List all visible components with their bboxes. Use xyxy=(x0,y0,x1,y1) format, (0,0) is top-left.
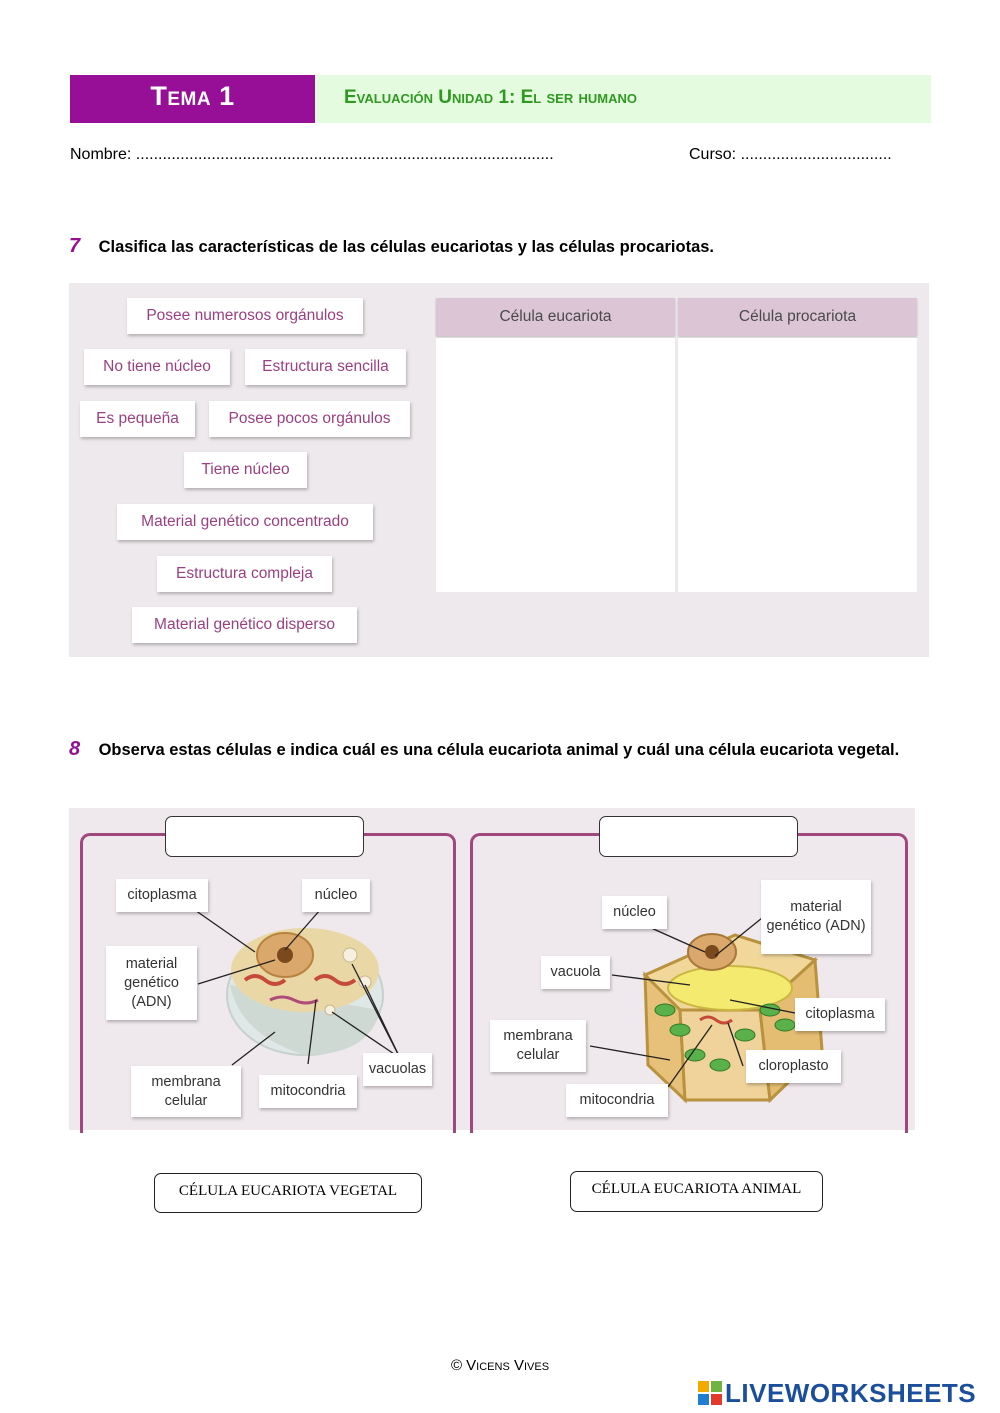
option-animal[interactable]: CÉLULA EUCARIOTA ANIMAL xyxy=(570,1171,823,1212)
question-text: Observa estas células e indica cuál es una célula eucariota animal y cuál una célula eucariota vegetal. xyxy=(98,741,900,759)
brand-text: LIVEWORKSHEETS xyxy=(725,1378,977,1408)
label-mitocondria: mitocondria xyxy=(259,1075,357,1108)
label-vacuolas: vacuolas xyxy=(363,1053,432,1086)
header-eucariota: Célula eucariota xyxy=(436,298,675,336)
label-material-genetico: material genético (ADN) xyxy=(106,946,197,1020)
title-banner xyxy=(315,75,931,123)
label-membrana: membrana celular xyxy=(490,1020,586,1072)
drag-chip[interactable]: Material genético concentrado xyxy=(117,504,373,540)
answer-drop-left[interactable] xyxy=(165,816,364,857)
liveworksheets-icon xyxy=(698,1381,722,1405)
question-7 xyxy=(69,235,949,258)
label-cloroplasto: cloroplasto xyxy=(746,1050,841,1083)
drag-chip[interactable]: No tiene núcleo xyxy=(84,349,230,385)
label-vacuola: vacuola xyxy=(541,956,610,989)
label-nucleo: núcleo xyxy=(602,896,667,929)
drag-chip[interactable]: Estructura sencilla xyxy=(245,349,406,385)
label-citoplasma: citoplasma xyxy=(795,998,885,1031)
label-nucleo: núcleo xyxy=(302,879,370,912)
option-vegetal[interactable]: CÉLULA EUCARIOTA VEGETAL xyxy=(154,1173,422,1213)
page-title: Evaluación Unidad 1: El ser humano xyxy=(344,87,637,108)
label-membrana: membrana celular xyxy=(131,1066,241,1117)
answer-drop-right[interactable] xyxy=(599,816,798,857)
brand-logo xyxy=(698,1378,998,1408)
label-material-genetico: material genético (ADN) xyxy=(761,880,871,954)
drag-chip[interactable]: Material genético disperso xyxy=(132,607,357,643)
tema-label: Tema 1 xyxy=(150,81,235,111)
drop-zone-procariota[interactable] xyxy=(678,338,917,592)
animal-cell-icon xyxy=(227,928,383,1055)
header-procariota: Célula procariota xyxy=(678,298,917,336)
question-text: Clasifica las características de las células eucariotas y las células procariotas. xyxy=(98,238,715,256)
drag-chip[interactable]: Estructura compleja xyxy=(157,556,332,592)
question-number: 8 xyxy=(69,738,81,760)
nombre-field[interactable]: Nombre: .............................................................................................. xyxy=(70,146,554,163)
drag-chip[interactable]: Es pequeña xyxy=(80,401,195,437)
drag-chip[interactable]: Posee pocos orgánulos xyxy=(209,401,410,437)
label-citoplasma: citoplasma xyxy=(116,879,208,912)
drop-zone-eucariota[interactable] xyxy=(436,338,675,592)
label-mitocondria: mitocondria xyxy=(566,1084,668,1117)
drag-chip[interactable]: Tiene núcleo xyxy=(184,452,307,488)
curso-field[interactable]: Curso: .................................. xyxy=(689,146,892,163)
tema-banner xyxy=(70,75,315,123)
copyright: © Vicens Vives xyxy=(450,1357,550,1374)
question-number: 7 xyxy=(69,235,81,257)
question-8 xyxy=(69,736,939,764)
drag-chip[interactable]: Posee numerosos orgánulos xyxy=(127,298,363,334)
